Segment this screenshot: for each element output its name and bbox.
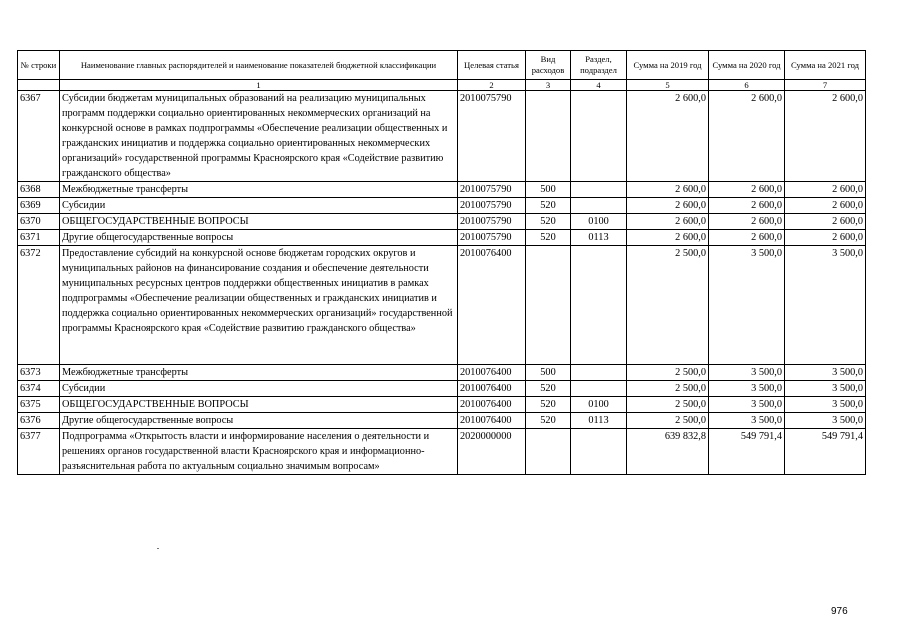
expense-type-cell: 520 bbox=[526, 198, 571, 214]
section-cell bbox=[571, 429, 627, 475]
column-number: 5 bbox=[627, 80, 709, 91]
header-row-number: № строки bbox=[18, 51, 60, 80]
sum-2019-cell: 639 832,8 bbox=[627, 429, 709, 475]
table-row bbox=[18, 182, 866, 198]
target-article-cell: 2010075790 bbox=[458, 182, 526, 198]
sum-2019-cell: 2 600,0 bbox=[627, 198, 709, 214]
header-sum-2021: Сумма на 2021 год bbox=[785, 51, 866, 80]
name-cell: Субсидии bbox=[60, 381, 458, 397]
row-number-cell: 6367 bbox=[18, 91, 60, 182]
column-number: 3 bbox=[526, 80, 571, 91]
sum-2019-cell: 2 600,0 bbox=[627, 182, 709, 198]
sum-2020-cell: 3 500,0 bbox=[709, 413, 785, 429]
column-number: 7 bbox=[785, 80, 866, 91]
name-cell: Межбюджетные трансферты bbox=[60, 182, 458, 198]
expense-type-cell: 500 bbox=[526, 365, 571, 381]
row-number-cell: 6369 bbox=[18, 198, 60, 214]
sum-2021-cell: 2 600,0 bbox=[785, 182, 866, 198]
section-cell: 0100 bbox=[571, 397, 627, 413]
section-cell bbox=[571, 198, 627, 214]
section-cell bbox=[571, 381, 627, 397]
header-row bbox=[18, 51, 866, 80]
expense-type-cell: 520 bbox=[526, 397, 571, 413]
table-row bbox=[18, 397, 866, 413]
header-sum-2020: Сумма на 2020 год bbox=[709, 51, 785, 80]
target-article-cell: 2010075790 bbox=[458, 230, 526, 246]
budget-table bbox=[17, 50, 866, 475]
row-number-cell: 6368 bbox=[18, 182, 60, 198]
expense-type-cell bbox=[526, 429, 571, 475]
section-cell bbox=[571, 246, 627, 365]
expense-type-cell: 520 bbox=[526, 214, 571, 230]
table-row bbox=[18, 198, 866, 214]
header-section: Раздел, подраздел bbox=[571, 51, 627, 80]
sum-2020-cell: 3 500,0 bbox=[709, 381, 785, 397]
target-article-cell: 2010076400 bbox=[458, 246, 526, 365]
table-row bbox=[18, 230, 866, 246]
target-article-cell: 2010076400 bbox=[458, 397, 526, 413]
name-cell: ОБЩЕГОСУДАРСТВЕННЫЕ ВОПРОСЫ bbox=[60, 214, 458, 230]
name-cell: Субсидии bbox=[60, 198, 458, 214]
sum-2021-cell: 2 600,0 bbox=[785, 230, 866, 246]
table-row bbox=[18, 365, 866, 381]
name-cell: Другие общегосударственные вопросы bbox=[60, 230, 458, 246]
sum-2021-cell: 2 600,0 bbox=[785, 214, 866, 230]
expense-type-cell: 500 bbox=[526, 182, 571, 198]
expense-type-cell: 520 bbox=[526, 230, 571, 246]
sum-2021-cell: 3 500,0 bbox=[785, 246, 866, 365]
sum-2020-cell: 2 600,0 bbox=[709, 214, 785, 230]
sum-2019-cell: 2 600,0 bbox=[627, 230, 709, 246]
row-number-cell: 6377 bbox=[18, 429, 60, 475]
name-cell: ОБЩЕГОСУДАРСТВЕННЫЕ ВОПРОСЫ bbox=[60, 397, 458, 413]
row-number-cell: 6370 bbox=[18, 214, 60, 230]
row-number-cell: 6371 bbox=[18, 230, 60, 246]
target-article-cell: 2010076400 bbox=[458, 413, 526, 429]
header-expense-type: Вид расходов bbox=[526, 51, 571, 80]
section-cell bbox=[571, 365, 627, 381]
name-cell: Подпрограмма «Открытость власти и информирование населения о деятельности и решениях органов государственной власти Красноярского края и информационно-разъяснительная работа по актуальным социально значимым вопросам» bbox=[60, 429, 458, 475]
table-row bbox=[18, 91, 866, 182]
target-article-cell: 2010076400 bbox=[458, 365, 526, 381]
sum-2020-cell: 3 500,0 bbox=[709, 365, 785, 381]
expense-type-cell: 520 bbox=[526, 413, 571, 429]
sum-2019-cell: 2 600,0 bbox=[627, 91, 709, 182]
sum-2021-cell: 3 500,0 bbox=[785, 381, 866, 397]
page-number: 976 bbox=[831, 606, 848, 617]
name-cell: Субсидии бюджетам муниципальных образований на реализацию муниципальных программ поддержки социально ориентированных некоммерческих организаций на конкурсной основе в рамках подпрограммы «Обеспечение реализации общественных и гражданских инициатив и поддержка социально ориентированных некоммерческих организаций» государственной программы Красноярского края «Содействие развитию гражданского общества» bbox=[60, 91, 458, 182]
name-cell: Другие общегосударственные вопросы bbox=[60, 413, 458, 429]
sum-2020-cell: 2 600,0 bbox=[709, 182, 785, 198]
expense-type-cell: 520 bbox=[526, 381, 571, 397]
row-number-cell: 6374 bbox=[18, 381, 60, 397]
column-number-row bbox=[18, 80, 866, 91]
target-article-cell: 2020000000 bbox=[458, 429, 526, 475]
name-cell: Предоставление субсидий на конкурсной основе бюджетам городских округов и муниципальных районов на финансирование создания и обеспечение деятельности муниципальных ресурсных центров поддержки общественных инициатив в рамках подпрограммы «Обеспечение реализации общественных и гражданских инициатив и поддержка социально ориентированных некоммерческих организаций» государственной программы Красноярского края «Содействие развитию гражданского общества» bbox=[60, 246, 458, 365]
table-row bbox=[18, 246, 866, 365]
column-number: 1 bbox=[60, 80, 458, 91]
sum-2021-cell: 549 791,4 bbox=[785, 429, 866, 475]
target-article-cell: 2010076400 bbox=[458, 381, 526, 397]
column-number: 6 bbox=[709, 80, 785, 91]
sum-2019-cell: 2 500,0 bbox=[627, 381, 709, 397]
column-number: 4 bbox=[571, 80, 627, 91]
sum-2020-cell: 2 600,0 bbox=[709, 91, 785, 182]
row-number-cell: 6373 bbox=[18, 365, 60, 381]
sum-2019-cell: 2 600,0 bbox=[627, 214, 709, 230]
header-sum-2019: Сумма на 2019 год bbox=[627, 51, 709, 80]
sum-2021-cell: 2 600,0 bbox=[785, 91, 866, 182]
expense-type-cell bbox=[526, 246, 571, 365]
sum-2021-cell: 2 600,0 bbox=[785, 198, 866, 214]
section-cell bbox=[571, 182, 627, 198]
section-cell bbox=[571, 91, 627, 182]
target-article-cell: 2010075790 bbox=[458, 214, 526, 230]
sum-2020-cell: 549 791,4 bbox=[709, 429, 785, 475]
target-article-cell: 2010075790 bbox=[458, 91, 526, 182]
row-number-cell: 6376 bbox=[18, 413, 60, 429]
expense-type-cell bbox=[526, 91, 571, 182]
header-name: Наименование главных распорядителей и наименование показателей бюджетной классификации bbox=[60, 51, 458, 80]
target-article-cell: 2010075790 bbox=[458, 198, 526, 214]
sum-2019-cell: 2 500,0 bbox=[627, 413, 709, 429]
table-row bbox=[18, 413, 866, 429]
table-row bbox=[18, 381, 866, 397]
section-cell: 0113 bbox=[571, 413, 627, 429]
table-row bbox=[18, 429, 866, 475]
section-cell: 0113 bbox=[571, 230, 627, 246]
sum-2020-cell: 3 500,0 bbox=[709, 246, 785, 365]
sum-2020-cell: 3 500,0 bbox=[709, 397, 785, 413]
sum-2020-cell: 2 600,0 bbox=[709, 230, 785, 246]
sum-2019-cell: 2 500,0 bbox=[627, 365, 709, 381]
sum-2019-cell: 2 500,0 bbox=[627, 246, 709, 365]
sum-2019-cell: 2 500,0 bbox=[627, 397, 709, 413]
row-number-cell: 6375 bbox=[18, 397, 60, 413]
sum-2021-cell: 3 500,0 bbox=[785, 413, 866, 429]
name-cell: Межбюджетные трансферты bbox=[60, 365, 458, 381]
table-body bbox=[18, 91, 866, 475]
table-row bbox=[18, 214, 866, 230]
column-number: 2 bbox=[458, 80, 526, 91]
header-target-article: Целевая статья bbox=[458, 51, 526, 80]
sum-2020-cell: 2 600,0 bbox=[709, 198, 785, 214]
sum-2021-cell: 3 500,0 bbox=[785, 365, 866, 381]
sum-2021-cell: 3 500,0 bbox=[785, 397, 866, 413]
section-cell: 0100 bbox=[571, 214, 627, 230]
scan-speck bbox=[157, 548, 159, 549]
row-number-cell: 6372 bbox=[18, 246, 60, 365]
column-number bbox=[18, 80, 60, 91]
